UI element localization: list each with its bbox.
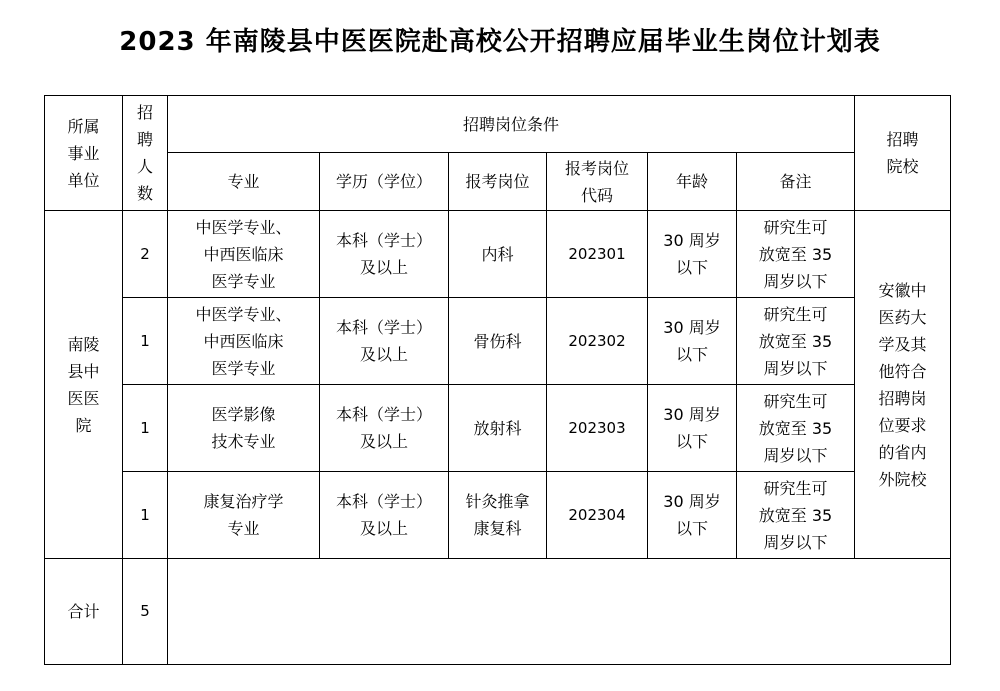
unit-name-cell: 南陵 县中 医医 院 [45, 211, 123, 559]
header-age: 年龄 [648, 153, 737, 211]
total-row [45, 559, 951, 665]
note-cell: 研究生可 放宽至 35 周岁以下 [737, 211, 855, 298]
total-label: 合计 [45, 559, 123, 665]
education-cell: 本科（学士） 及以上 [320, 298, 449, 385]
position-cell: 内科 [449, 211, 547, 298]
position-cell: 骨伤科 [449, 298, 547, 385]
recruitment-table [44, 95, 951, 665]
header-education: 学历（学位） [320, 153, 449, 211]
code-cell: 202304 [547, 472, 648, 559]
header-major: 专业 [168, 153, 320, 211]
major-cell: 中医学专业、 中西医临床 医学专业 [168, 298, 320, 385]
major-cell: 医学影像 技术专业 [168, 385, 320, 472]
count-cell: 1 [123, 298, 168, 385]
header-school: 招聘 院校 [855, 96, 951, 211]
page-title: 2023 年南陵县中医医院赴高校公开招聘应届毕业生岗位计划表 [119, 27, 881, 57]
education-cell: 本科（学士） 及以上 [320, 472, 449, 559]
header-count: 招 聘 人 数 [123, 96, 168, 211]
school-cell: 安徽中 医药大 学及其 他符合 招聘岗 位要求 的省内 外院校 [855, 211, 951, 559]
table-row [45, 385, 951, 472]
header-conditions: 招聘岗位条件 [168, 96, 855, 153]
code-cell: 202302 [547, 298, 648, 385]
count-cell: 1 [123, 472, 168, 559]
note-cell: 研究生可 放宽至 35 周岁以下 [737, 385, 855, 472]
count-cell: 2 [123, 211, 168, 298]
table-row [45, 472, 951, 559]
education-cell: 本科（学士） 及以上 [320, 385, 449, 472]
table-row [45, 211, 951, 298]
table-row [45, 298, 951, 385]
header-row-1 [45, 96, 951, 153]
note-cell: 研究生可 放宽至 35 周岁以下 [737, 472, 855, 559]
position-cell: 放射科 [449, 385, 547, 472]
age-cell: 30 周岁 以下 [648, 472, 737, 559]
age-cell: 30 周岁 以下 [648, 385, 737, 472]
header-code: 报考岗位 代码 [547, 153, 648, 211]
code-cell: 202301 [547, 211, 648, 298]
position-cell: 针灸推拿 康复科 [449, 472, 547, 559]
count-cell: 1 [123, 385, 168, 472]
total-count: 5 [123, 559, 168, 665]
total-empty-cell [168, 559, 951, 665]
header-unit: 所属 事业 单位 [45, 96, 123, 211]
major-cell: 康复治疗学 专业 [168, 472, 320, 559]
age-cell: 30 周岁 以下 [648, 298, 737, 385]
education-cell: 本科（学士） 及以上 [320, 211, 449, 298]
header-position: 报考岗位 [449, 153, 547, 211]
major-cell: 中医学专业、 中西医临床 医学专业 [168, 211, 320, 298]
header-row-2 [45, 153, 951, 211]
note-cell: 研究生可 放宽至 35 周岁以下 [737, 298, 855, 385]
age-cell: 30 周岁 以下 [648, 211, 737, 298]
code-cell: 202303 [547, 385, 648, 472]
header-note: 备注 [737, 153, 855, 211]
